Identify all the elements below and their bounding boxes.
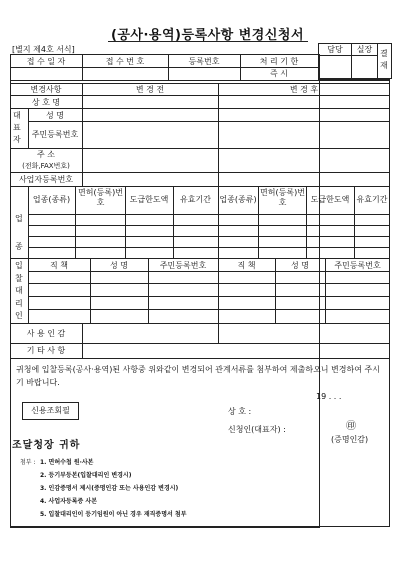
industry-type-col-after: 업종(종류) [219,195,257,204]
validity-col-after: 유효기간 [356,195,388,204]
representative-label: 대표자 [13,111,21,144]
attachment-item-1: 1. 면허수첩 원·사본 [40,459,94,466]
before-change-label: 변 경 전 [135,85,165,94]
address-label: 주 소 [37,150,55,159]
agent-rrn-col-after: 주민등록번호 [334,261,381,270]
attachment-item-5: 5. 입찰대리인이 등기임원이 아닌 경우 재직증명서 첨부 [40,511,187,518]
business-number-label: 사업자등록번호 [18,175,74,184]
after-change-label: 변 경 후 [289,85,319,94]
seal-note: (증명인감) [331,435,369,444]
processing-deadline-label: 처 리 기 한 [259,57,299,66]
bid-agent-label: 입찰대리인 [15,261,23,320]
other-matters-label: 기 타 사 항 [26,346,66,355]
attachment-item-2: 2. 등기부등본(입찰대리인 변경시) [40,472,132,479]
company-name-label: 상 호 명 [31,98,61,107]
statement-text: 귀청에 입찰등록(공사·용역)된 사항중 위와같이 변경되어 관계서류를 첨부하여 제출하오니 변경하여 주시기 바랍니다. [16,365,380,387]
approval-decision: 결재 [380,49,388,70]
agent-name-col-after: 성 명 [291,261,309,270]
receipt-number-label: 접 수 번 호 [105,57,145,66]
industry-type-col-before: 업종(종류) [32,195,71,204]
seal-mark: ㊞ [346,421,356,432]
form-number: [별지 제4호 서식] [12,45,75,54]
agent-position-col-before: 직 책 [50,261,68,270]
contract-limit-col-after: 도급한도액 [310,195,350,204]
phone-label: (전화,FAX번호) [22,162,70,170]
approval-charge: 담당 [327,45,343,54]
company-line-label: 상 호 : [228,407,252,416]
validity-col-before: 유효기간 [180,195,211,204]
title-underline [108,41,308,42]
attachment-label: 첨부 : [20,459,36,466]
license-number-col-before: 면허(등록)번 호 [78,188,123,207]
form-title: (공사·용역)등록사항 변경신청서 [110,28,305,43]
license-number-col-after: 면허(등록)번 호 [260,188,305,207]
rep-rrn-label: 주민등록번호 [31,130,79,139]
seal-label: 사 용 인 감 [26,329,66,338]
registration-number-label: 등록번호 [188,57,220,66]
approval-section-chief: 실장 [356,45,373,54]
rep-name-label: 성 명 [46,111,64,120]
agent-rrn-col-before: 주민등록번호 [159,261,207,270]
receipt-date-label: 접 수 일 자 [26,57,66,66]
agent-name-col-before: 성 명 [110,261,128,270]
contract-limit-col-before: 도급한도액 [129,195,169,204]
credit-check-label: 신용조회필 [31,406,70,415]
addressee: 조달청장 귀하 [12,440,81,451]
attachment-item-3: 3. 인감증명서 제시(증명인감 또는 사용인감 변경시) [40,485,179,492]
form-main-box [10,54,320,528]
attachment-item-4: 4. 사업자등록증 사본 [40,498,98,505]
applicant-label: 신청인(대표자) : [228,425,286,434]
agent-position-col-after: 직 책 [237,261,256,270]
change-item-label: 변경사항 [30,85,62,94]
processing-immediate: 즉 시 [270,69,288,78]
date-line: 19 . . . [316,392,342,401]
industry-label: 업 종 [15,214,23,251]
